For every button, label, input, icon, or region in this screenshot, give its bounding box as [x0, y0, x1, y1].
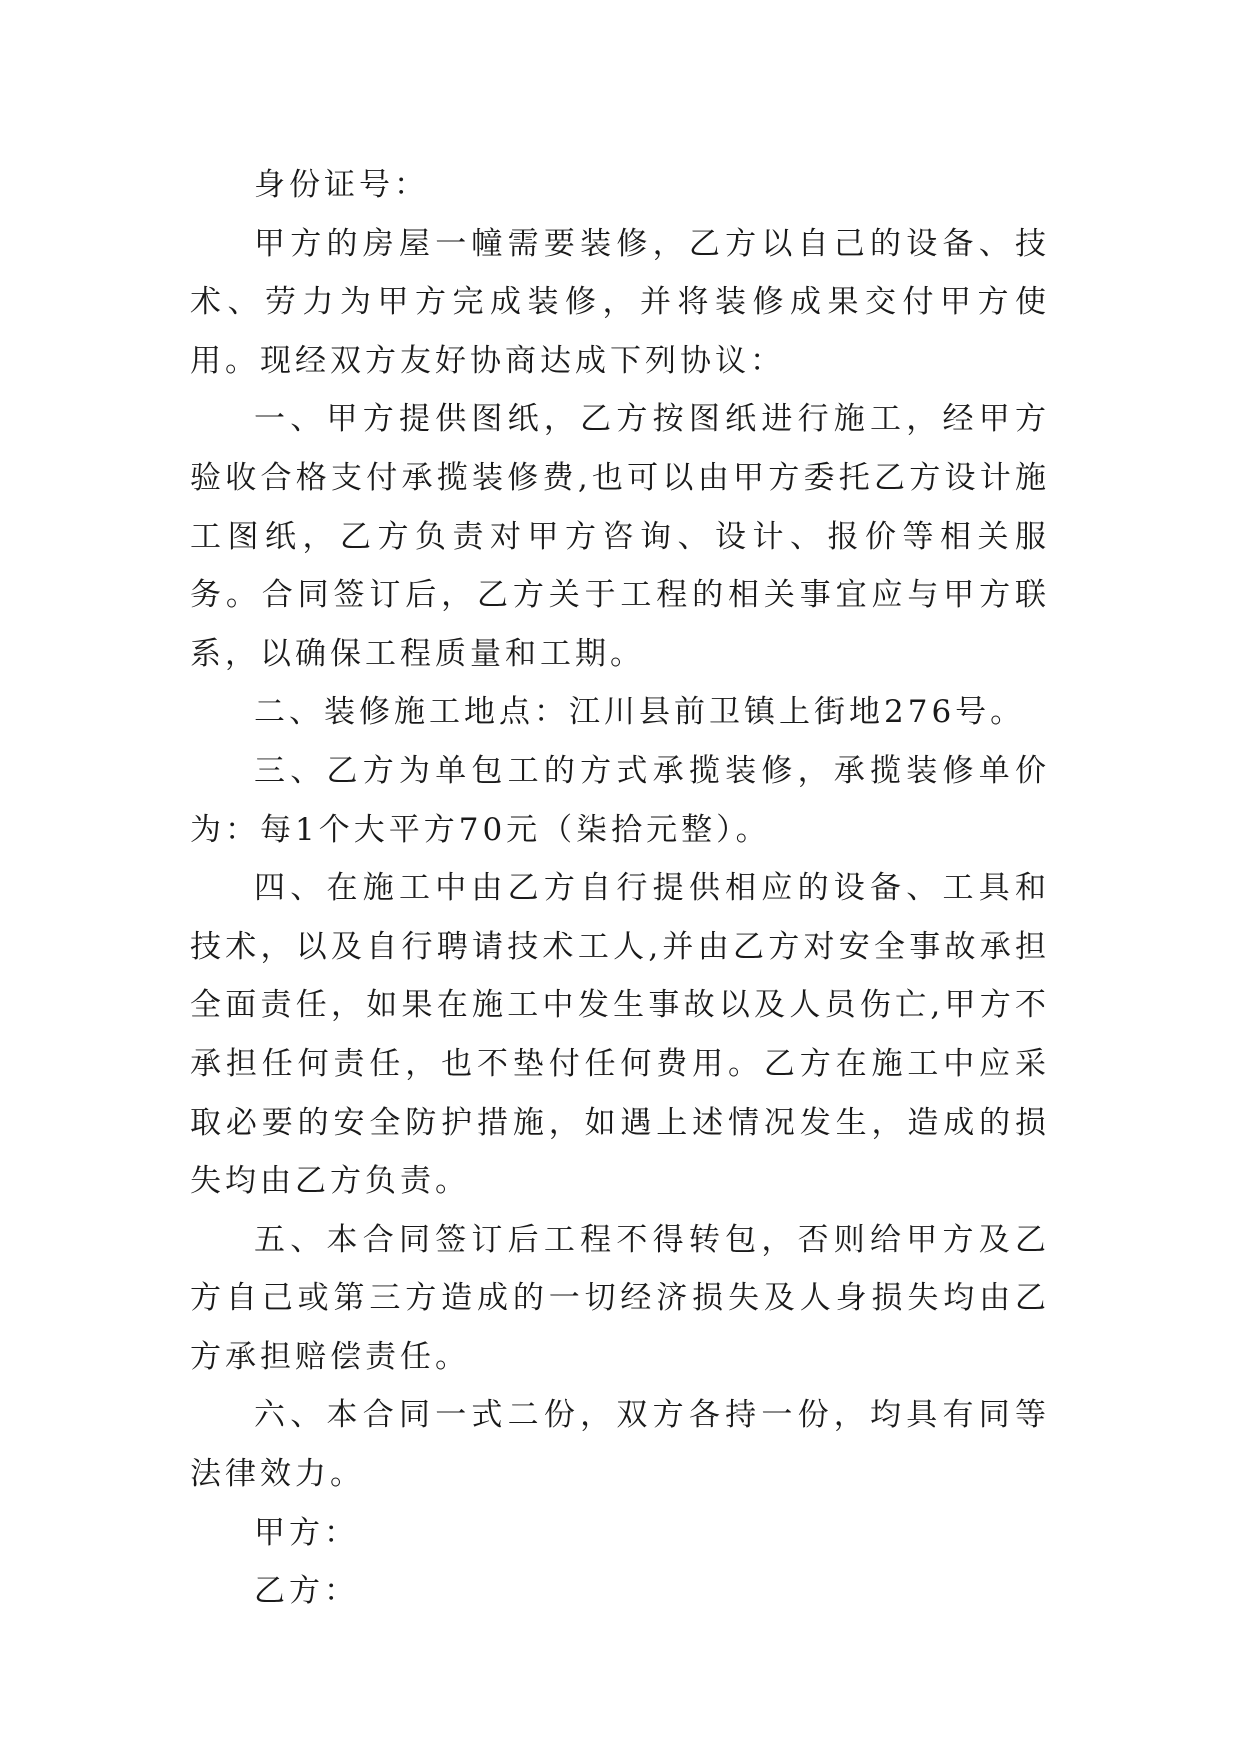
clause-1: 一、甲方提供图纸，乙方按图纸进行施工，经甲方验收合格支付承揽装修费,也可以由甲方委托乙方设计施工图纸，乙方负责对甲方咨询、设计、报价等相关服务。合同签订后，乙方关于工程的相关事宜应与甲方联系，以确保工程质量和工期。	[190, 401, 1050, 672]
clause-6: 六、本合同一式二份，双方各持一份，均具有同等法律效力。	[190, 1397, 1050, 1493]
contract-body	[190, 156, 1050, 1621]
id-number-line: 身份证号：	[254, 167, 429, 203]
clause-5: 五、本合同签订后工程不得转包，否则给甲方及乙方自己或第三方造成的一切经济损失及人身损失均由乙方承担赔偿责任。	[190, 1221, 1050, 1375]
party-b-signature-label: 乙方：	[254, 1573, 359, 1610]
intro-paragraph: 甲方的房屋一幢需要装修，乙方以自己的设备、技术、劳力为甲方完成装修，并将装修成果交付甲方使用。现经双方友好协商达成下列协议：	[190, 225, 1050, 379]
clause-3: 三、乙方为单包工的方式承揽装修，承揽装修单价为：每1个大平方70元（柒拾元整）。	[190, 752, 1050, 848]
party-a-signature-label: 甲方：	[254, 1514, 359, 1551]
clause-2: 二、装修施工地点：江川县前卫镇上街地276号。	[254, 694, 1026, 731]
clause-4: 四、在施工中由乙方自行提供相应的设备、工具和技术，以及自行聘请技术工人,并由乙方对安全事故承担全面责任，如果在施工中发生事故以及人员伤亡,甲方不承担任何责任，也不垫付任何费用。乙方在施工中应采取必要的安全防护措施，如遇上述情况发生，造成的损失均由乙方负责。	[190, 870, 1050, 1200]
